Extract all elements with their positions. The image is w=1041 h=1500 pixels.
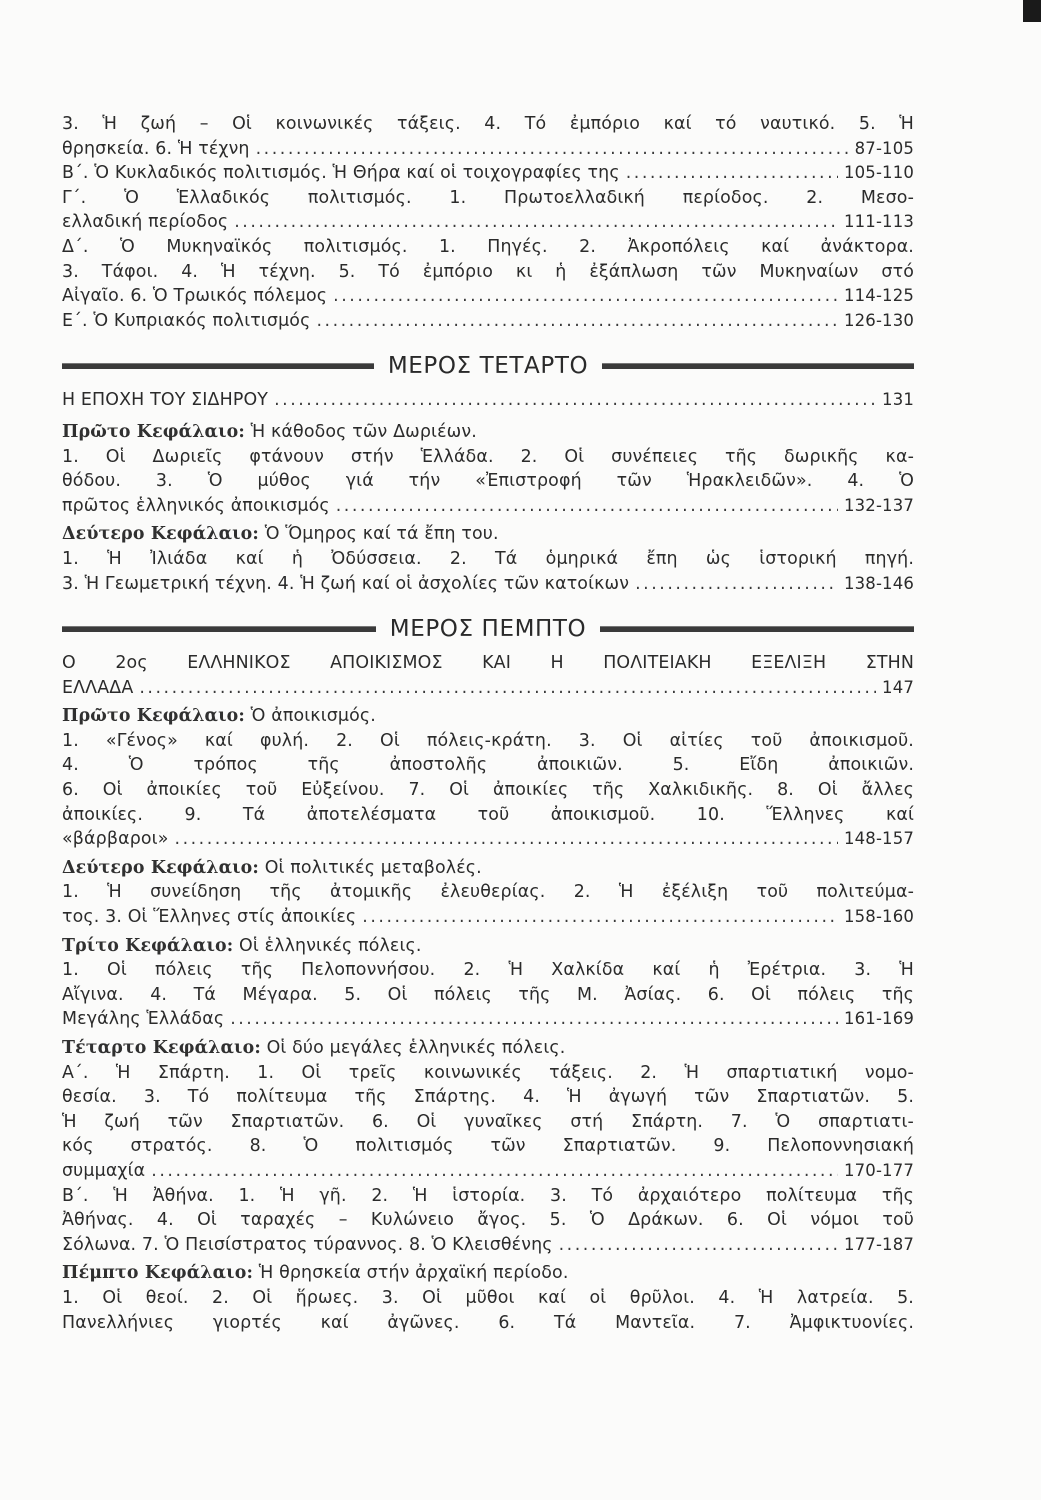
toc-entry-text: πρῶτος ἑλληνικός ἀποικισμός (62, 495, 330, 516)
table-of-contents (62, 112, 914, 1335)
toc-line: 1. Οἱ πόλεις τῆς Πελοποννήσου. 2. Ἡ Χαλκίδα καί ἡ Ἐρέτρια. 3. Ἡ (62, 960, 914, 981)
toc-entry-text: ελλαδική περίοδος (62, 212, 229, 233)
chapter-label: Δεύτερο Κεφάλαιο: (62, 857, 259, 878)
page-range: 138-146 (844, 573, 914, 593)
toc-line: θόδου. 3. Ὁ μύθος γιά τήν «Ἐπιστροφή τῶν Ἡρακλειδῶν». 4. Ὁ (62, 471, 914, 492)
era-entry (62, 676, 914, 701)
leader-dots (336, 494, 838, 519)
toc-entry-text: Β΄. Ὁ Κυκλαδικός πολιτισμός. Ἡ Θήρα καί οἱ τοιχογραφίες της (62, 163, 620, 184)
toc-entry-text: Μεγάλης Ἑλλάδας (62, 1009, 225, 1030)
leader-dots (151, 1159, 838, 1184)
chapter-heading (62, 856, 914, 881)
leader-dots (139, 676, 876, 701)
toc-line: Α΄. Ἡ Σπάρτη. 1. Οἱ τρεῖς κοινωνικές τάξεις. 2. Ἡ σπαρτιατική νομο- (62, 1062, 914, 1083)
toc-line: 1. Οἱ θεοί. 2. Οἱ ἥρωες. 3. Οἱ μῦθοι καί οἱ θρῦλοι. 4. Ἡ λατρεία. 5. (62, 1287, 914, 1308)
leader-dots (362, 905, 838, 930)
toc-entry-text: Ε΄. Ὁ Κυπριακός πολιτισμός (62, 310, 311, 331)
toc-entry (62, 210, 914, 235)
heading-rule (62, 626, 376, 632)
part-title: ΜΕΡΟΣ ΠΕΜΠΤΟ (389, 615, 587, 642)
leader-dots (316, 309, 838, 334)
chapter-heading (62, 1036, 914, 1061)
toc-entry (62, 284, 914, 309)
toc-line: κός στρατός. 8. Ὁ πολιτισμός τῶν Σπαρτιατῶν. 9. Πελοποννησιακή (62, 1136, 914, 1157)
chapter-heading (62, 934, 914, 959)
toc-entry-text: θρησκεία. 6. Ἡ τέχνη (62, 138, 250, 159)
scan-corner-mark (1023, 0, 1041, 22)
chapter-title: Ὁ ἀποικισμός. (250, 706, 376, 727)
toc-line: θεσία. 3. Τό πολίτευμα τῆς Σπάρτης. 4. Ἡ ἀγωγή τῶν Σπαρτιατῶν. 5. (62, 1087, 914, 1108)
page-range: 111-113 (844, 212, 914, 232)
leader-dots (333, 284, 838, 309)
heading-rule (602, 363, 914, 369)
toc-line: 6. Οἱ ἀποικίες τοῦ Εὐξείνου. 7. Οἱ ἀποικίες τῆς Χαλκιδικῆς. 8. Οἱ ἄλλες (62, 780, 914, 801)
toc-line: 1. Ἡ συνείδηση τῆς ἀτομικῆς ἐλευθερίας. 2. Ἡ ἐξέλιξη τοῦ πολιτεύμα- (62, 882, 914, 903)
toc-entry-text: Σόλωνα. 7. Ὁ Πεισίστρατος τύραννος. 8. Ὁ Κλεισθένης (62, 1234, 553, 1255)
toc-entry-text: συμμαχία (62, 1160, 146, 1181)
toc-line: Αἴγινα. 4. Τά Μέγαρα. 5. Οἱ πόλεις τῆς Μ. Ἀσίας. 6. Οἱ πόλεις τῆς (62, 984, 914, 1005)
leader-dots (274, 388, 876, 413)
heading-rule (600, 626, 914, 632)
toc-line: ἀποικίες. 9. Τά ἀποτελέσματα τοῦ ἀποικισμοῦ. 10. Ἕλληνες καί (62, 804, 914, 825)
chapter-label: Πρῶτο Κεφάλαιο: (62, 706, 245, 727)
heading-rule (62, 363, 374, 369)
toc-line: 1. Οἱ Δωριεῖς φτάνουν στήν Ἑλλάδα. 2. Οἱ συνέπειες τῆς δωρικῆς κα- (62, 446, 914, 467)
era-title: Ο 2ος ΕΛΛΗΝΙΚΟΣ ΑΠΟΙΚΙΣΜΟΣ ΚΑΙ Η ΠΟΛΙΤΕΙΑΚΗ ΕΞΕΛΙΞΗ ΣΤΗΝ (62, 653, 914, 674)
chapter-title: Οἱ ἑλληνικές πόλεις. (239, 935, 422, 956)
leader-dots (230, 1007, 838, 1032)
toc-entry (62, 827, 914, 852)
toc-line: 4. Ὁ τρόπος τῆς ἀποστολῆς ἀποικιῶν. 5. Εἴδη ἀποικιῶν. (62, 755, 914, 776)
leader-dots (635, 572, 838, 597)
toc-entry (62, 137, 914, 162)
part-heading (62, 348, 914, 384)
toc-entry (62, 572, 914, 597)
chapter-title: Οἱ πολιτικές μεταβολές. (264, 857, 482, 878)
page-range: 87-105 (854, 138, 914, 158)
page-range: 161-169 (844, 1009, 914, 1029)
toc-entry (62, 161, 914, 186)
era-title: Η ΕΠΟΧΗ ΤΟΥ ΣΙΔΗΡΟΥ (62, 390, 269, 411)
chapter-heading (62, 420, 914, 445)
chapter-heading (62, 704, 914, 729)
chapter-heading (62, 522, 914, 547)
page-range: 132-137 (844, 495, 914, 515)
chapter-title: Ἡ κάθοδος τῶν Δωριέων. (250, 421, 477, 442)
page-range: 170-177 (844, 1160, 914, 1180)
page-number: 147 (882, 677, 914, 697)
page-range: 177-187 (844, 1234, 914, 1254)
toc-line: Πανελλήνιες γιορτές καί ἀγῶνες. 6. Τά Μαντεῖα. 7. Ἀμφικτυονίες. (62, 1312, 914, 1333)
page-range: 126-130 (844, 310, 914, 330)
toc-line: 1. «Γένος» καί φυλή. 2. Οἱ πόλεις-κράτη. 3. Οἱ αἰτίες τοῦ ἀποικισμοῦ. (62, 730, 914, 751)
toc-entry (62, 1007, 914, 1032)
chapter-label: Τέταρτο Κεφάλαιο: (62, 1038, 261, 1058)
page-range: 114-125 (844, 286, 914, 306)
toc-entry-text: τος. 3. Οἱ Ἕλληνες στίς ἀποικίες (62, 907, 357, 928)
era-title-cont: ΕΛΛΑΔΑ (62, 677, 134, 698)
part-heading (62, 611, 914, 647)
leader-dots (256, 137, 849, 162)
toc-entry (62, 309, 914, 334)
page-number: 131 (882, 390, 914, 410)
page-range: 158-160 (844, 907, 914, 927)
leader-dots (559, 1233, 838, 1258)
toc-entry-text: 3. Ἡ Γεωμετρική τέχνη. 4. Ἡ ζωή καί οἱ ἀσχολίες τῶν κατοίκων (62, 573, 630, 594)
toc-line: 1. Ἡ Ἰλιάδα καί ἡ Ὀδύσσεια. 2. Τά ὁμηρικά ἔπη ὡς ἱστορική πηγή. (62, 548, 914, 569)
chapter-title: Ὁ Ὅμηρος καί τά ἔπη του. (264, 524, 499, 545)
chapter-label: Δεύτερο Κεφάλαιο: (62, 524, 259, 545)
toc-line: Γ΄. Ὁ Ἑλλαδικός πολιτισμός. 1. Πρωτοελλαδική περίοδος. 2. Μεσο- (62, 187, 914, 208)
toc-entry (62, 1159, 914, 1184)
toc-line: Ἡ ζωή τῶν Σπαρτιατῶν. 6. Οἱ γυναῖκες στή Σπάρτη. 7. Ὁ σπαρτιατι- (62, 1111, 914, 1132)
toc-line: Β΄. Ἡ Ἀθήνα. 1. Ἡ γῆ. 2. Ἡ ἱστορία. 3. Τό ἀρχαιότερο πολίτευμα τῆς (62, 1185, 914, 1206)
toc-entry (62, 905, 914, 930)
toc-line: 3. Ἡ ζωή – Οἱ κοινωνικές τάξεις. 4. Τό ἐμπόριο καί τό ναυτικό. 5. Ἡ (62, 114, 914, 134)
leader-dots (626, 161, 838, 186)
leader-dots (175, 827, 838, 852)
toc-line: Ἀθήνας. 4. Οἱ ταραχές – Κυλώνειο ἄγος. 5. Ὁ Δράκων. 6. Οἱ νόμοι τοῦ (62, 1210, 914, 1231)
chapter-title: Ἡ θρησκεία στήν ἀρχαϊκή περίοδο. (258, 1263, 569, 1284)
toc-entry (62, 1233, 914, 1258)
chapter-label: Πέμπτο Κεφάλαιο: (62, 1263, 254, 1284)
leader-dots (234, 210, 838, 235)
era-entry (62, 388, 914, 413)
toc-entry-text: «βάρβαροι» (62, 829, 169, 850)
toc-entry (62, 494, 914, 519)
page-range: 105-110 (844, 163, 914, 183)
chapter-label: Πρῶτο Κεφάλαιο: (62, 421, 245, 442)
chapter-heading (62, 1261, 914, 1286)
chapter-label: Τρίτο Κεφάλαιο: (62, 935, 234, 956)
part-title: ΜΕΡΟΣ ΤΕΤΑΡΤΟ (387, 353, 589, 380)
toc-line: 3. Τάφοι. 4. Ἡ τέχνη. 5. Τό ἐμπόριο κι ἡ ἐξάπλωση τῶν Μυκηναίων στό (62, 261, 914, 282)
toc-entry-text: Αἰγαῖο. 6. Ὁ Τρωικός πόλεμος (62, 286, 328, 307)
chapter-title: Οἱ δύο μεγάλες ἑλληνικές πόλεις. (266, 1038, 566, 1058)
toc-line: Δ΄. Ὁ Μυκηναϊκός πολιτισμός. 1. Πηγές. 2. Ἀκροπόλεις καί ἀνάκτορα. (62, 236, 914, 257)
page-range: 148-157 (844, 829, 914, 849)
